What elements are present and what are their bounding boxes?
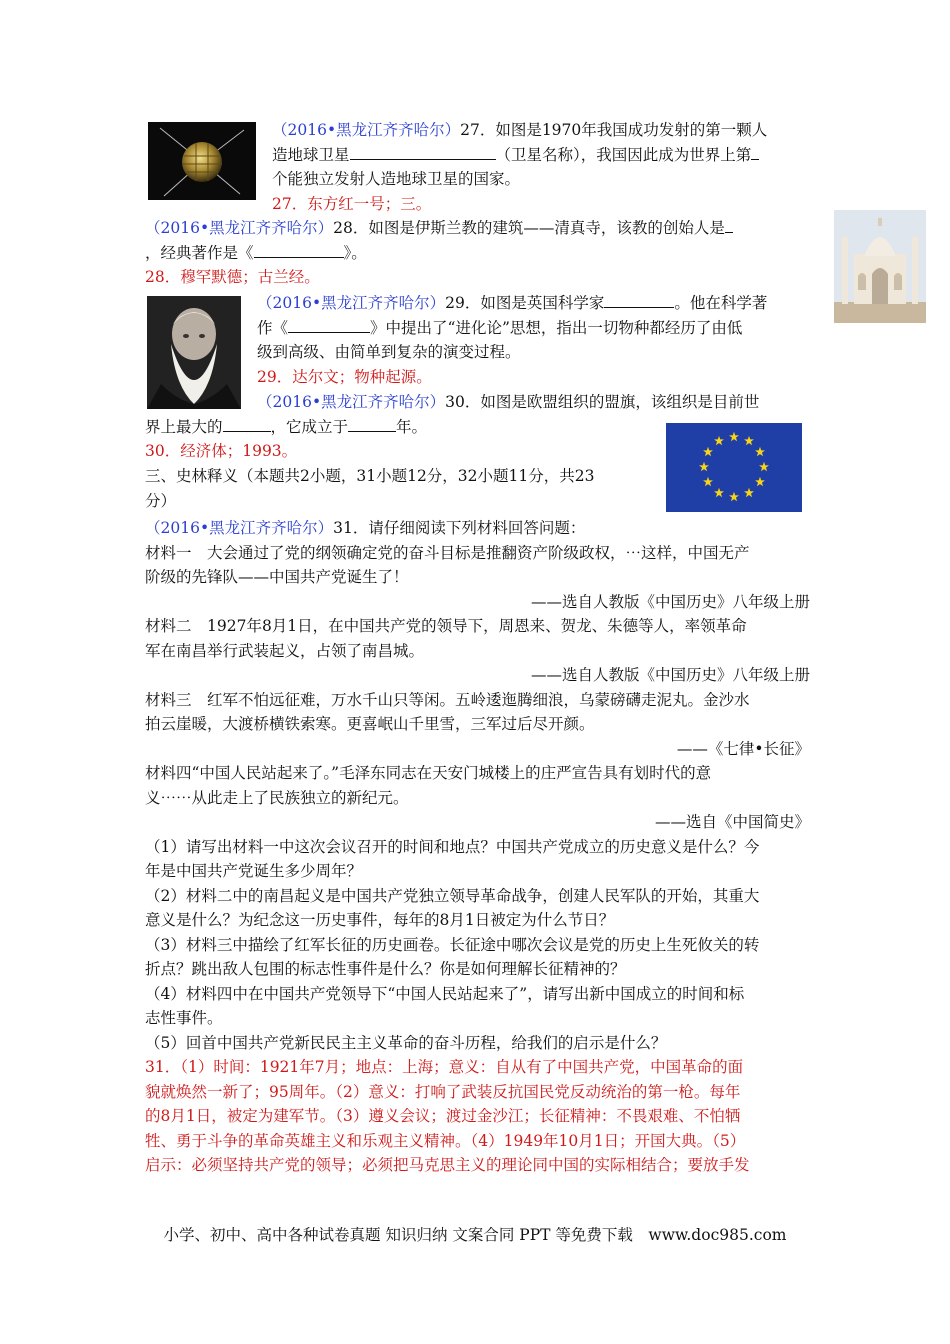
answer-30: 30．经济体；1993。: [145, 442, 298, 460]
mosque-image: [834, 210, 926, 323]
sub-question-2: （2）材料二中的南昌起义是中国共产党独立领导革命战争，创建人民军队的开始，其重大: [145, 886, 760, 905]
question-31: （2016•黑龙江齐齐哈尔）31．请仔细阅读下列材料回答问题： 材料一 大会通过了党的纲领确定党的奋斗目标是推翻资产阶级政权，⋯这样，中国无产 阶级的先锋队——中国共产党诞生了！ ——选自人教版《中国历史》八年级上册 材料二 1927年8月1日，在中国共产党的领导下，周恩来、贺龙、朱德等人，率领革命 军在南昌举行武装起义，占领了南昌城。 ——选自人教版《中国历史》八年级上册 材料三 红军不怕远征难，万水千山只等闲。五岭逶迤腾细浪，乌蒙磅礴走泥丸。金沙水 拍云崖暖，大渡桥横铁索寒。更喜岷山千里雪，三军过后尽开颜。 ——《七律•长征》 材料四“中国人民站起来了。”毛泽东同志在天安门城楼上的庄严宣告具有划时代的意 义⋯⋯从此走上了民族独立的新纪元。 ——选自《中国简史》 （1）请写出材料一中这次会议召开的时间和地点？中国共产党成立的历史意义是什么？今 年是中国共产党诞生多少周年？ （2）材料二中的南昌起义是中国共产党独立领导革命战争，创建人民军队的开始，其重大 意义是什么？为纪念这一历史事件，每年的8月1日被定为什么节日？ （3）材料三中描绘了红军长征的历史画卷。长征途中哪次会议是党的历史上生死攸关的转 折点？跳出敌人包围的标志性事件是什么？你是如何理解长征精神的？ （4）材料四中在中国共产党领导下“中国人民站起来了”，请写出新中国成立的时间和标 志性事件。 （5）回首中国共产党新民民主主义革命的奋斗历程，给我们的启示是什么？ 31．（1）时间：1921年7月；地点：上海；意义：自从有了中国共产党，中国革命的面 貌就焕然一新了；95周年。（2）意义：打响了武装反抗国民党反动统治的第一枪。每年 的8月1日，被定为建军节。（3）遵义会议；渡过金沙江；长征精神：不畏艰难、不怕牺 牲、勇于斗争的革命英雄主义和乐观主义精神。（4）1949年10月1日；开国大典。（5） 启示：必须坚持共产党的领导；必须把马克思主义的理论同中国的实际相结合；要放手发: [145, 519, 810, 1174]
sub-question-4: （4）材料四中在中国共产党领导下“中国人民站起来了”，请写出新中国成立的时间和标: [145, 984, 745, 1003]
answer-blank: [348, 416, 396, 432]
eu-star-icon: [703, 477, 713, 486]
question-27: （2016•黑龙江齐齐哈尔）27．如图是1970年我国成功发射的第一颗人 造地球卫星 （卫星名称），我国因此成为世界上第 个能独立发射人造地球卫星的国家。 27．东方红一号；三。: [272, 118, 812, 216]
answer-blank: [604, 292, 674, 308]
question-29: （2016•黑龙江齐齐哈尔）29．如图是英国科学家 。他在科学著 作《 》中提出了“进化论”思想，指出一切物种都经历了由低 级到高级、由简单到复杂的演变过程。 29．达尔文；物种起源。: [257, 291, 810, 389]
answer-27: 27．东方红一号；三。: [272, 194, 432, 213]
answer-blank: [725, 217, 733, 233]
answer-blank: [254, 242, 344, 258]
question-source: （2016•黑龙江齐齐哈尔）: [257, 294, 446, 312]
sub-question-1: （1）请写出材料一中这次会议召开的时间和地点？中国共产党成立的历史意义是什么？今: [145, 837, 760, 856]
question-source: （2016•黑龙江齐齐哈尔）: [272, 121, 461, 139]
question-28: （2016•黑龙江齐齐哈尔）28．如图是伊斯兰教的建筑——清真寺，该教的创始人是 ，经典著作是《 》。 28．穆罕默德；古兰经。: [145, 216, 810, 290]
answer-28: 28．穆罕默德；古兰经。: [145, 268, 320, 286]
answer-blank: [350, 144, 496, 160]
answer-blank: [288, 317, 370, 333]
question-source: （2016•黑龙江齐齐哈尔）: [145, 219, 334, 237]
citation: ——选自人教版《中国历史》八年级上册: [530, 592, 810, 611]
eu-star-icon: [744, 488, 754, 497]
eu-star-icon: [755, 477, 765, 486]
section-3-heading: 三、史林释义（本题共2小题，31小题12分，32小题11分，共23 分）: [145, 467, 595, 510]
page-footer: 小学、初中、高中各种试卷真题 知识归纳 文案合同 PPT 等免费下载 www.doc985.com: [163, 1226, 787, 1244]
citation: ——《七律•长征》: [676, 739, 810, 758]
citation: ——选自人教版《中国历史》八年级上册: [530, 666, 810, 684]
sub-question-3: （3）材料三中描绘了红军长征的历史画卷。长征途中哪次会议是党的历史上生死攸关的转: [145, 935, 760, 954]
eu-star-icon: [714, 488, 724, 497]
question-30: （2016•黑龙江齐齐哈尔）30．如图是欧盟组织的盟旗，该组织是目前世 界上最大的 ，它成立于 年。 30．经济体；1993。: [145, 390, 810, 464]
eu-star-icon: [729, 492, 739, 501]
material-2: 材料二 1927年8月1日，在中国共产党的领导下，周恩来、贺龙、朱德等人，率领革命: [145, 617, 747, 635]
answer-31: 31．（1）时间：1921年7月；地点：上海；意义：自从有了中国共产党，中国革命的面: [145, 1058, 744, 1076]
material-1: 材料一 大会通过了党的纲领确定党的奋斗目标是推翻资产阶级政权，⋯这样，中国无产: [145, 543, 750, 562]
satellite-image: [148, 122, 256, 200]
answer-blank: [751, 144, 759, 160]
citation: ——选自《中国简史》: [654, 813, 810, 831]
question-source: （2016•黑龙江齐齐哈尔）: [145, 519, 334, 537]
sub-question-5: （5）回首中国共产党新民民主主义革命的奋斗历程，给我们的启示是什么？: [145, 1033, 667, 1052]
answer-29: 29．达尔文；物种起源。: [257, 367, 432, 386]
material-4: 材料四“中国人民站起来了。”毛泽东同志在天安门城楼上的庄严宣告具有划时代的意: [145, 764, 712, 782]
answer-blank: [223, 416, 271, 432]
material-3: 材料三 红军不怕远征难，万水千山只等闲。五岭逶迤腾细浪，乌蒙磅礴走泥丸。金沙水: [145, 690, 750, 709]
question-source: （2016•黑龙江齐齐哈尔）: [257, 393, 446, 411]
